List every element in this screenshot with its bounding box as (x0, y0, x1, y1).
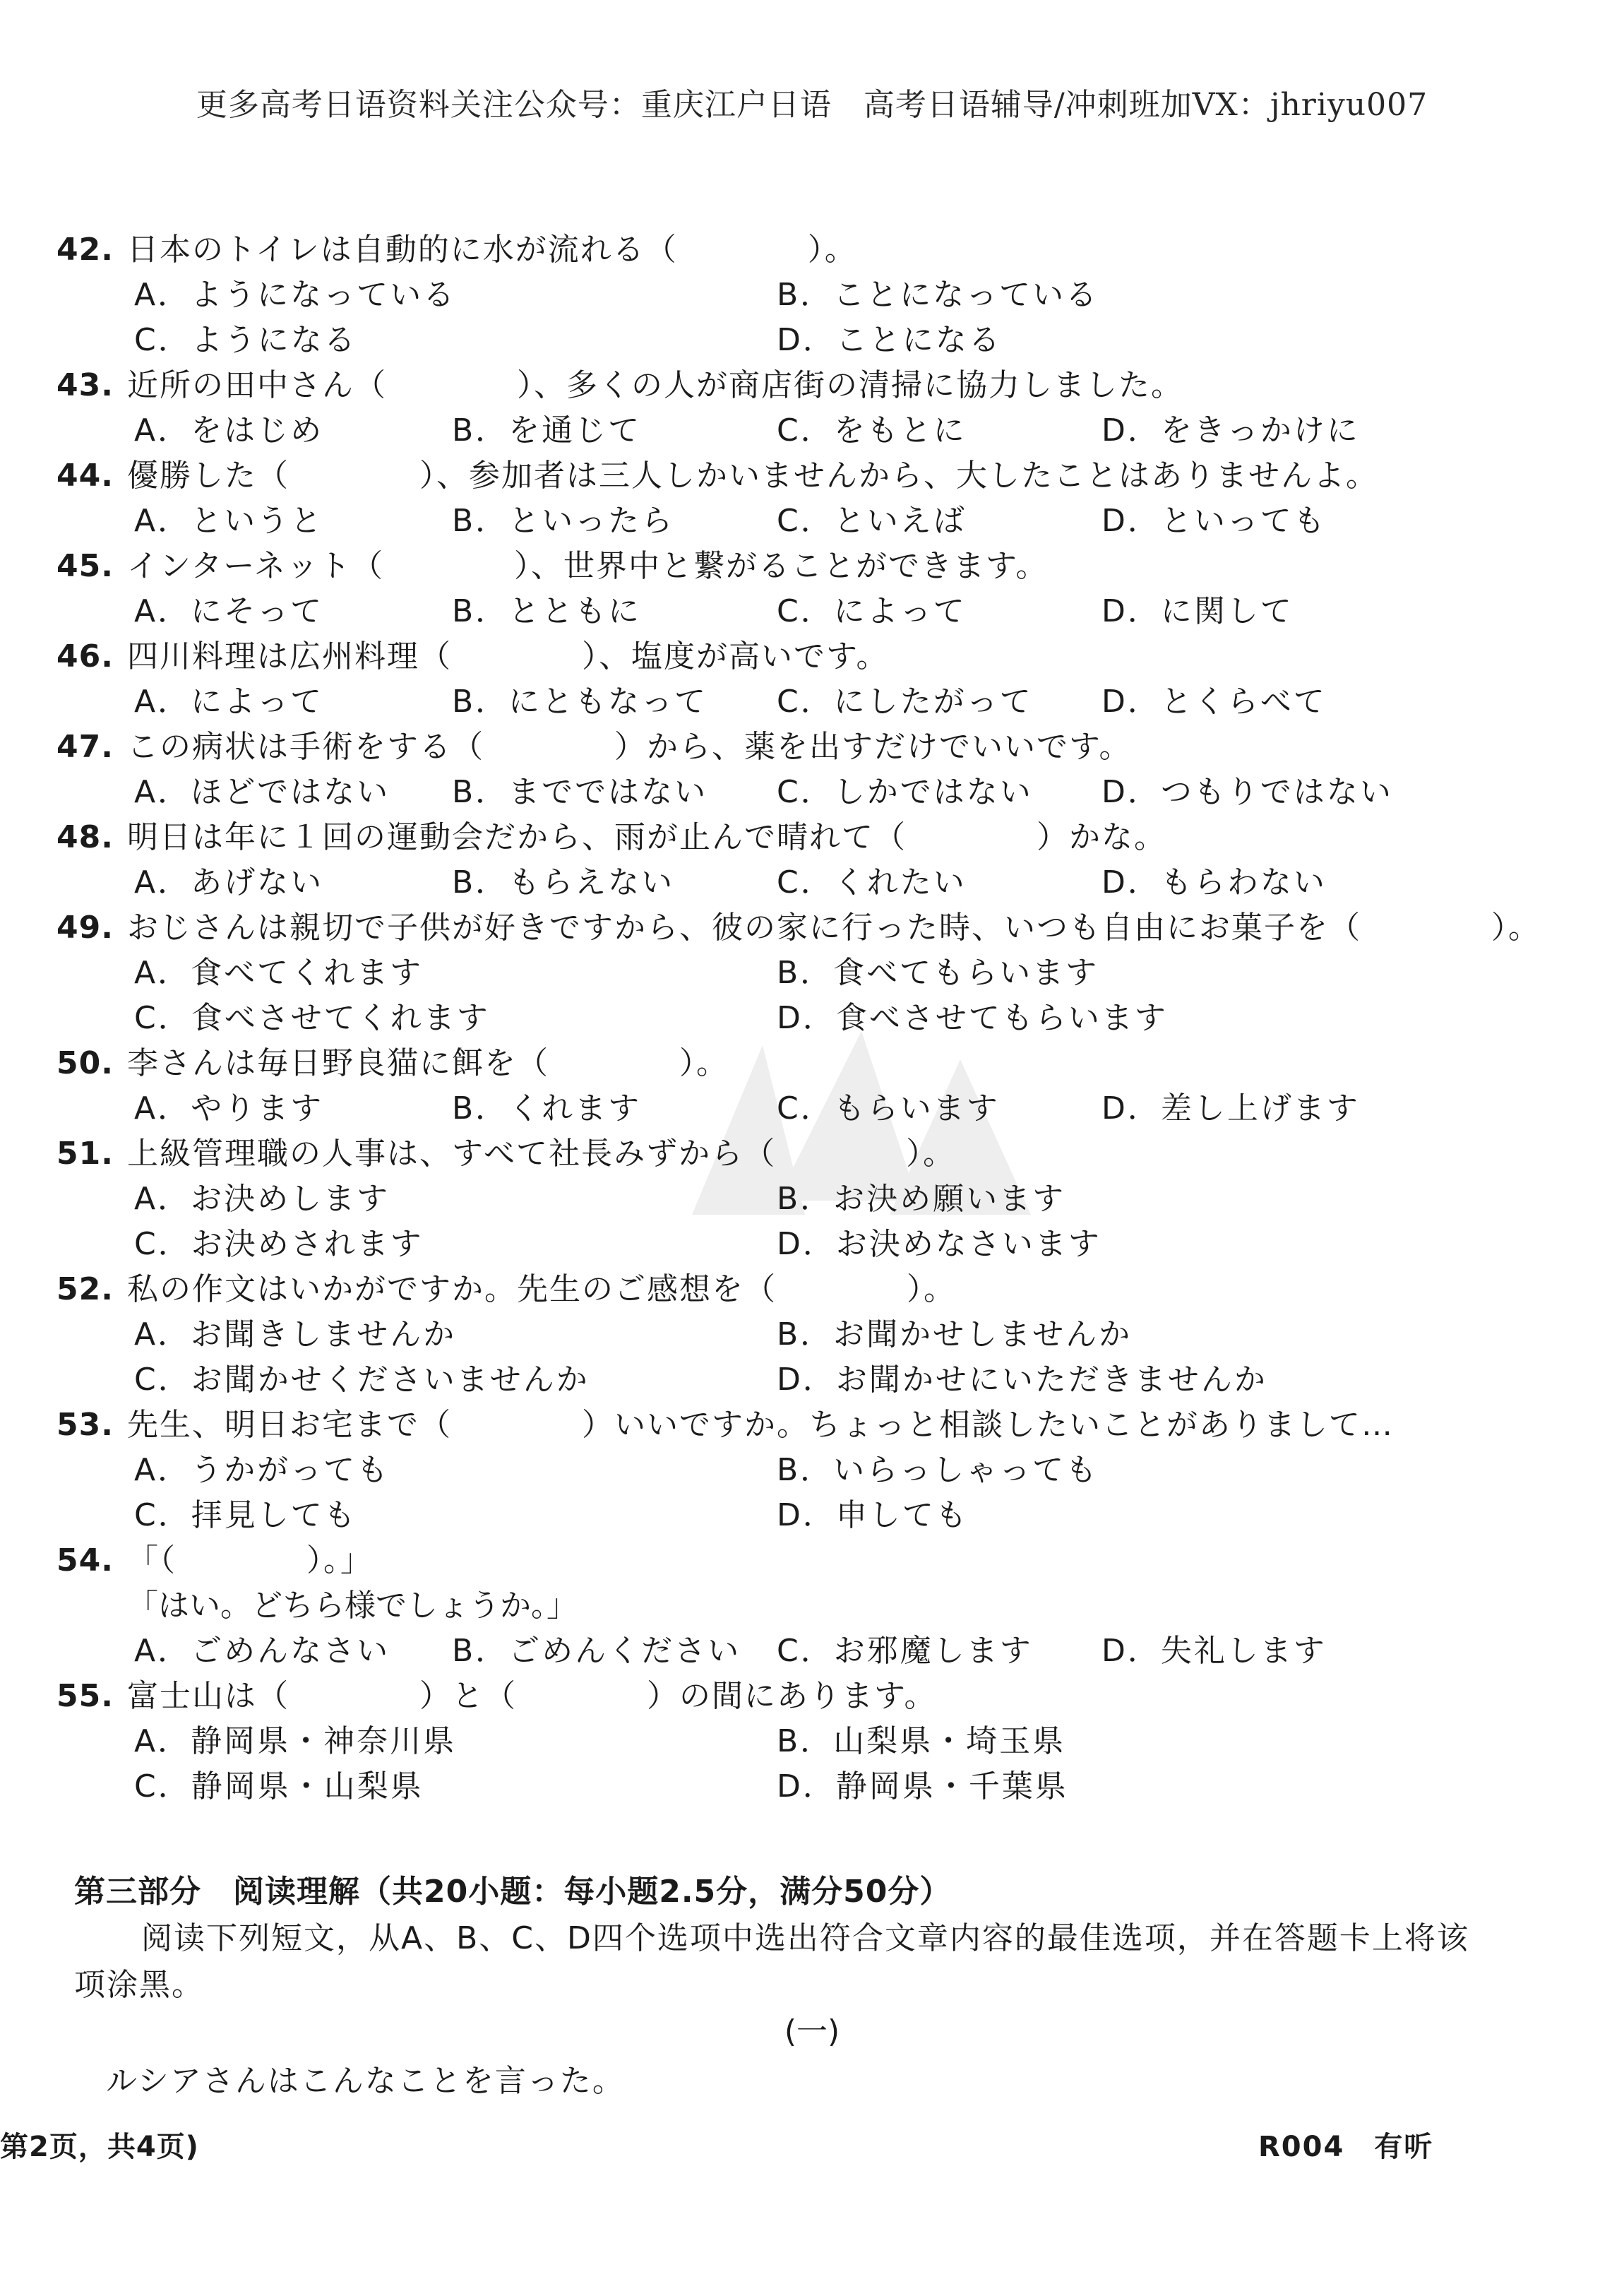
question-item (56, 363, 1582, 453)
answer-option: B．といったら (452, 503, 675, 539)
option-row (56, 1629, 1582, 1674)
question-stem: この病状は手術をする（ ）から、薬を出すだけでいいです。 (127, 729, 1132, 765)
option-row (56, 1719, 1582, 1764)
question-number: 45. (56, 548, 114, 584)
option-row (56, 318, 1582, 363)
answer-option: B．お聞かせしませんか (777, 1316, 1133, 1352)
answer-option: C．ようになる (134, 322, 357, 358)
question-number: 53. (56, 1407, 114, 1443)
question-number: 46. (56, 638, 114, 674)
answer-option: D．をきっかけに (1101, 412, 1360, 448)
answer-option: B．食べてもらいます (777, 955, 1099, 991)
option-row (56, 951, 1582, 996)
question-number: 47. (56, 729, 114, 765)
answer-option: C．にしたがって (777, 684, 1033, 720)
answer-option: D．静岡県・千葉県 (777, 1768, 1068, 1804)
answer-option: D．お聞かせにいただきませんか (777, 1362, 1267, 1398)
question-stem: 四川料理は広州料理（ ）、塩度が高いです。 (127, 638, 889, 674)
answer-option: A．というと (134, 503, 324, 539)
section-title: 第三部分 阅读理解（共20小题：每小题2.5分，满分50分） (74, 1874, 952, 1910)
question-number: 55. (56, 1678, 114, 1714)
option-row (56, 589, 1582, 634)
answer-option: B．もらえない (452, 864, 675, 900)
question-stem: 日本のトイレは自動的に水が流れる（ ）。 (127, 232, 857, 268)
answer-option: A．あげない (134, 864, 324, 900)
answer-option: B．ごめんください (452, 1633, 741, 1669)
answer-option: D．ことになる (777, 322, 1002, 358)
answer-option: B．にともなって (452, 684, 708, 720)
question-number: 44. (56, 458, 114, 494)
option-row (56, 408, 1582, 453)
answer-option: B．山梨県・埼玉県 (777, 1723, 1066, 1759)
passage-number: (一) (784, 2014, 840, 2050)
question-item (56, 1267, 1582, 1403)
option-row (56, 1764, 1582, 1809)
option-row (56, 679, 1582, 725)
option-row (56, 1357, 1582, 1403)
question-stem: インターネット（ ）、世界中と繋がることができます。 (127, 548, 1049, 584)
answer-option: C．によって (777, 593, 967, 629)
answer-option: A．うかがっても (134, 1452, 390, 1488)
answer-option: D．とくらべて (1101, 684, 1327, 720)
question-stem: 優勝した（ ）、参加者は三人しかいませんから、大したことはありませんよ。 (127, 458, 1378, 494)
option-row (56, 1448, 1582, 1493)
answer-option: D．に関して (1101, 593, 1294, 629)
question-number: 49. (56, 910, 114, 946)
answer-option: B．お決め願います (777, 1181, 1066, 1217)
question-stem: 明日は年に１回の運動会だから、雨が止んで晴れて（ ）かな。 (127, 819, 1166, 855)
answer-option: C．しかではない (777, 774, 1033, 810)
answer-option: C．もらいます (777, 1090, 1000, 1126)
answer-option: B．くれます (452, 1090, 642, 1126)
question-number: 50. (56, 1045, 114, 1081)
answer-option: C．くれたい (777, 864, 967, 900)
question-item (56, 544, 1582, 634)
question-stem: 李さんは毎日野良猫に餌を（ ）。 (127, 1045, 729, 1081)
answer-option: C．拝見しても (134, 1497, 357, 1533)
section-instructions: 阅读下列短文，从A、B、C、D四个选项中选出符合文章内容的最佳选项，并在答题卡上将该项涂黑。 (74, 1920, 1469, 2003)
question-stem: 「（ ）。」 (127, 1542, 373, 1578)
question-item (56, 1041, 1582, 1131)
page-header-banner: 更多高考日语资料关注公众号：重庆江户日语 高考日语辅导/冲刺班加VX：jhriyu007 (196, 87, 1428, 123)
question-number: 54. (56, 1542, 114, 1578)
question-number: 51. (56, 1136, 114, 1172)
answer-option: A．ようになっている (134, 277, 457, 313)
answer-option: D．もらわない (1101, 864, 1327, 900)
question-number: 42. (56, 232, 114, 268)
answer-option: D．つもりではない (1101, 774, 1393, 810)
question-item (56, 1403, 1582, 1538)
option-row (56, 770, 1582, 815)
option-row (56, 499, 1582, 544)
answer-option: A．お聞きしませんか (134, 1316, 457, 1352)
answer-option: A．をはじめ (134, 412, 324, 448)
answer-option: D．失礼します (1101, 1633, 1327, 1669)
question-stem: 先生、明日お宅まで（ ）いいですか。ちょっと相談したいことがありまして… (127, 1407, 1394, 1443)
answer-option: A．やります (134, 1090, 324, 1126)
question-item (56, 634, 1582, 725)
answer-option: A．ほどではない (134, 774, 390, 810)
option-row (56, 1312, 1582, 1357)
question-item (56, 453, 1582, 544)
answer-option: C．食べさせてくれます (134, 1000, 490, 1036)
answer-option: B．までではない (452, 774, 708, 810)
option-row (56, 1493, 1582, 1538)
answer-option: B．を通じて (452, 412, 642, 448)
answer-option: C．お邪魔します (777, 1633, 1033, 1669)
question-number: 43. (56, 367, 114, 403)
option-row (56, 1177, 1582, 1222)
question-number: 52. (56, 1271, 114, 1307)
question-number: 48. (56, 819, 114, 855)
option-row (56, 1222, 1582, 1267)
question-item (56, 1674, 1582, 1809)
answer-option: C．をもとに (777, 412, 967, 448)
answer-option: D．差し上げます (1101, 1090, 1360, 1126)
question-item (56, 905, 1582, 1041)
answer-option: B．ことになっている (777, 277, 1099, 313)
question-item (56, 815, 1582, 905)
answer-option: D．食べさせてもらいます (777, 1000, 1168, 1036)
question-item (56, 227, 1582, 363)
answer-option: C．といえば (777, 503, 967, 539)
question-stem: 私の作文はいかがですか。先生のご感想を（ ）。 (127, 1271, 956, 1307)
answer-option: A．お決めします (134, 1181, 390, 1217)
option-row (56, 996, 1582, 1041)
answer-option: D．お決めなさいます (777, 1226, 1101, 1262)
footer-exam-code: R004 有听 (1258, 2131, 1434, 2163)
question-stem: 上級管理職の人事は、すべて社長みずから（ ）。 (127, 1136, 956, 1172)
answer-option: B．とともに (452, 593, 642, 629)
option-row (56, 860, 1582, 905)
answer-option: C．お決めされます (134, 1226, 424, 1262)
question-stem: 富士山は（ ）と（ ）の間にあります。 (127, 1678, 937, 1714)
question-item (56, 1538, 1582, 1674)
question-item (56, 1131, 1582, 1267)
answer-option: A．ごめんなさい (134, 1633, 390, 1669)
question-item (56, 725, 1582, 815)
answer-option: A．静岡県・神奈川県 (134, 1723, 457, 1759)
option-row (56, 273, 1582, 318)
question-stem-line-2: 「はい。どちら様でしょうか。」 (127, 1588, 578, 1624)
answer-option: D．申しても (777, 1497, 969, 1533)
answer-option: D．といっても (1101, 503, 1327, 539)
footer-page-number: 第2页，共4页) (0, 2131, 199, 2163)
answer-option: C．静岡県・山梨県 (134, 1768, 424, 1804)
answer-option: A．食べてくれます (134, 955, 424, 991)
option-row (56, 1086, 1582, 1131)
answer-option: A．によって (134, 684, 324, 720)
passage-intro: ルシアさんはこんなことを言った。 (106, 2063, 625, 2099)
question-stem: 近所の田中さん（ ）、多くの人が商店街の清掃に協力しました。 (127, 367, 1183, 403)
answer-option: A．にそって (134, 593, 324, 629)
answer-option: C．お聞かせくださいませんか (134, 1362, 590, 1398)
question-stem: おじさんは親切で子供が好きですから、彼の家に行った時、いつも自由にお菓子を（ ）。 (127, 910, 1541, 946)
answer-option: B．いらっしゃっても (777, 1452, 1099, 1488)
